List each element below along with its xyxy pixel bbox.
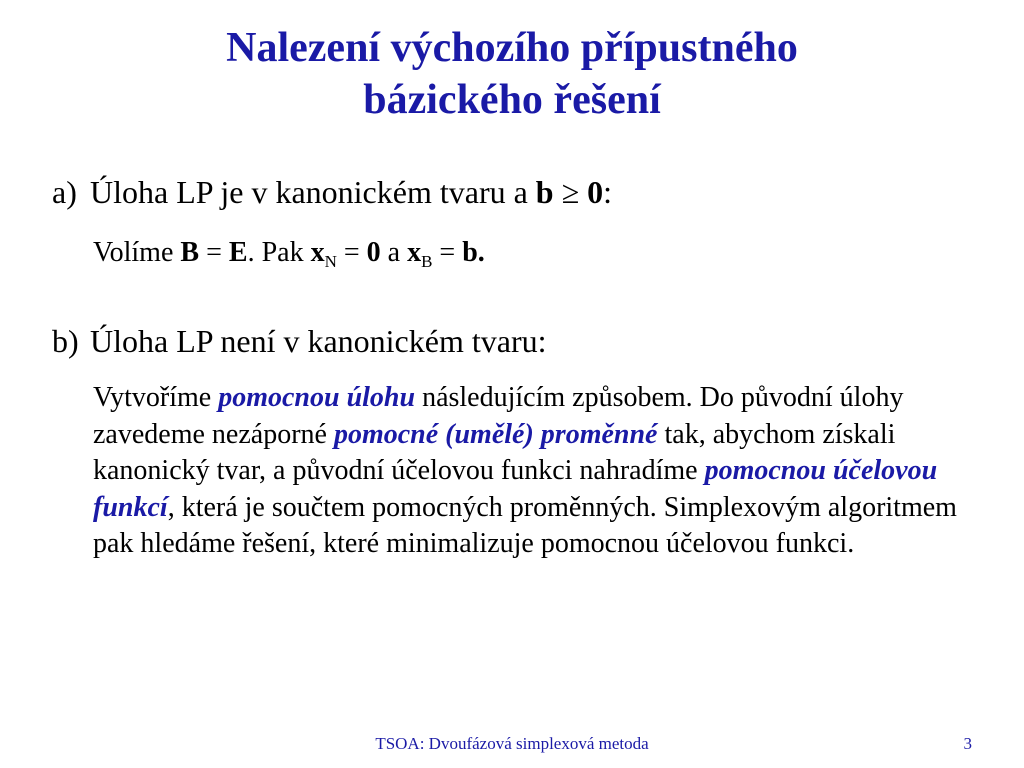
item-a-label: a) <box>52 174 77 210</box>
slide-title <box>0 22 1024 126</box>
choice-xN-sub: N <box>324 252 337 271</box>
para-term-auxiliary-objective: pomocnou účelovou funkcí <box>93 455 938 523</box>
choice-E: E <box>228 237 248 268</box>
choice-and: a <box>380 237 408 268</box>
slide-title-line-1: Nalezení výchozího přípustného <box>226 25 798 71</box>
choice-eq3: = <box>432 237 463 268</box>
choice-eq1: = <box>199 237 229 268</box>
choice-pak: . Pak <box>247 237 311 268</box>
choice-eq2: = <box>336 237 367 268</box>
item-a-text: Úloha LP je v kanonickém tvaru a <box>90 174 536 210</box>
choice-volime: Volíme <box>93 237 181 268</box>
item-b-text: Úloha LP není v kanonickém tvaru: <box>90 323 547 359</box>
para-text-1: Vytvoříme <box>93 382 219 413</box>
item-a-vector-b: b <box>535 174 554 210</box>
choice-xB-x: x <box>407 237 422 268</box>
para-term-auxiliary-problem: pomocnou úlohu <box>218 382 416 413</box>
item-b-label: b) <box>52 323 79 359</box>
slide-title-line-2: bázického řešení <box>363 77 661 123</box>
item-a-geq: ≥ <box>553 174 588 210</box>
para-text-4: , která je součtem pomocných proměnných. Simplexovým algoritmem pak hledáme řešení, které minimalizuje pomocnou účelovou funkci. <box>93 491 957 559</box>
choice-b: b. <box>462 237 485 268</box>
para-text-2: následujícím způsobem. Do původní úlohy zavedeme nezáporné <box>93 382 904 450</box>
choice-xN-x: x <box>310 237 325 268</box>
item-a <box>52 172 612 212</box>
choice-B: B <box>180 237 200 268</box>
item-b <box>52 321 546 361</box>
item-a-zero: 0 <box>587 174 604 210</box>
footer-title: TSOA: Dvoufázová simplexová metoda <box>375 734 649 753</box>
choice-zero: 0 <box>366 237 381 268</box>
choice-xB-sub: B <box>421 252 433 271</box>
para-term-artificial-variables: pomocné (umělé) proměnné <box>333 418 658 450</box>
page-number: 3 <box>963 734 972 753</box>
para-text-3: tak, abychom získali kanonický tvar, a původní účelovou funkci nahradíme <box>93 418 896 486</box>
item-a-colon: : <box>603 174 613 210</box>
choice-line <box>93 235 485 271</box>
explanation-paragraph <box>93 380 973 563</box>
